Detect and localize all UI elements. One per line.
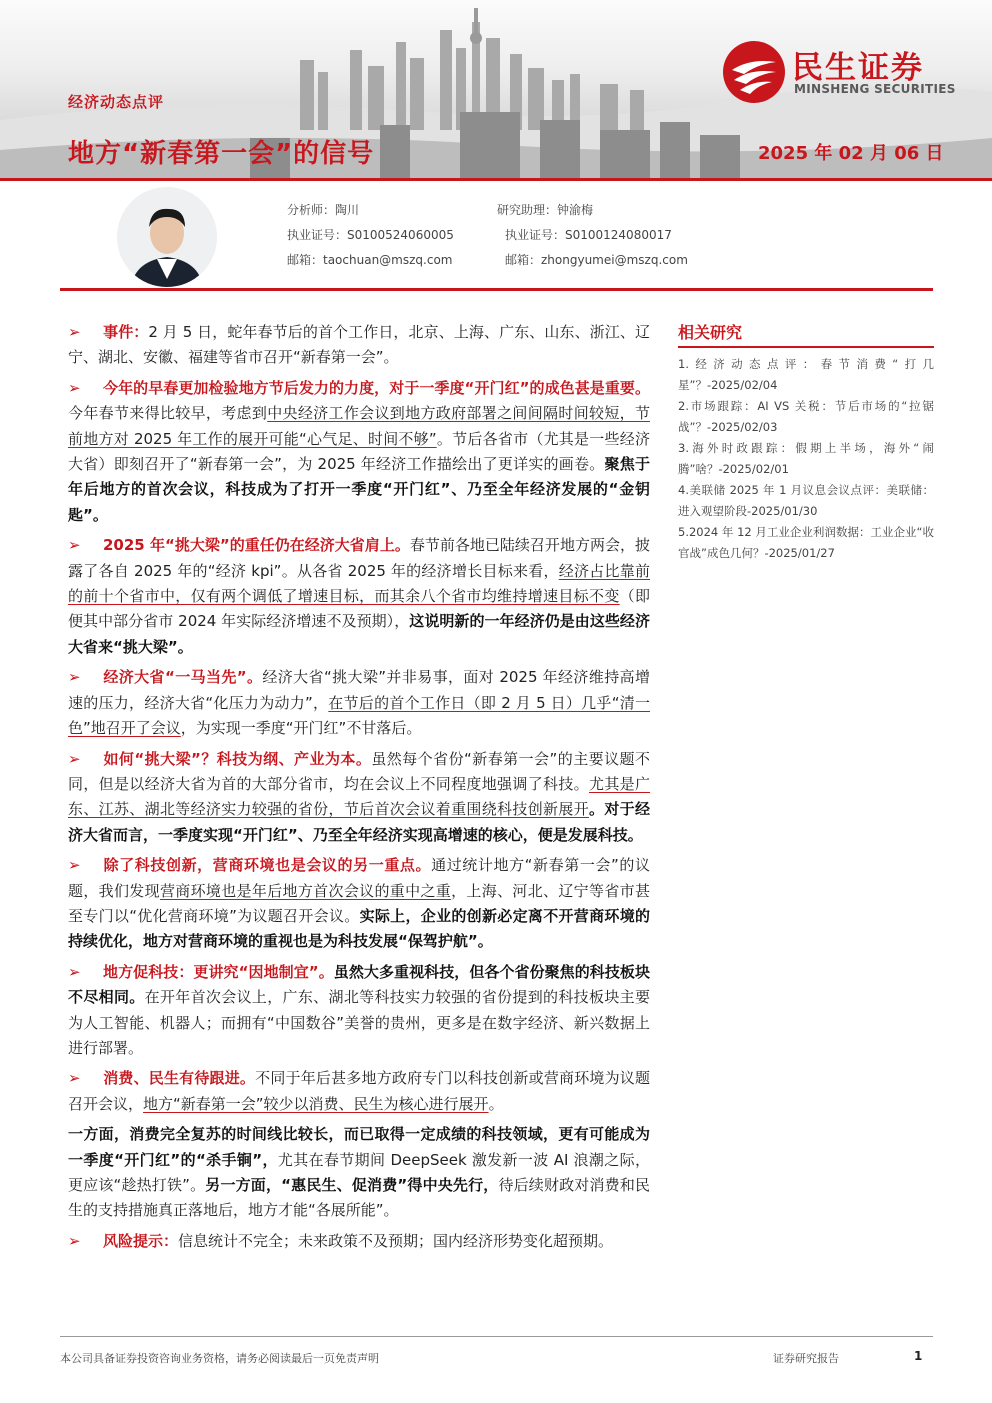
bullet-arrow-icon: ➢ — [68, 1069, 81, 1088]
bullet-arrow-icon: ➢ — [68, 536, 81, 555]
paragraph-business-env: ➢ 除了科技创新，营商环境也是会议的另一重点。通过统计地方“新春第一会”的议题，我们发现营商环境也是年后地方首次会议的重中之重，上海、河北、辽宁等省市甚至专门以“优化营商环境”为议题召开会议。实际上，企业的创新必定离不开营商环境的持续优化，地方对营商环境的重视也是为科技发展“保驾护航”。 — [68, 853, 650, 955]
paragraph-backbone: ➢ 2025 年“挑大梁”的重任仍在经济大省肩上。春节前各地已陆续召开地方两会，披露了各自 2025 年的“经济 kpi”。从各省 2025 年的经济增长目标来看，经济占比靠前的前十个省市中，仅有两个调低了增速目标，而其余八个省市均维持增速目标不变（即便其中部分省市 2024 年实际经济增速不及预期），这说明新的一年经济仍是由这些经济大省来“挑大梁”。 — [68, 533, 650, 660]
logo-text-cn: 民生证券 — [792, 50, 924, 86]
analyst-email[interactable]: 邮箱：taochuan@mszq.com — [287, 253, 453, 267]
paragraph-local-tech: ➢ 地方促科技：更讲究“因地制宜”。虽然大多重视科技，但各个省份聚焦的科技板块不尽相同。在开年首次会议上，广东、湖北等科技实力较强的省份提到的科技板块主要为人工智能、机器人；而拥有“中国数谷”美誉的贵州，更多是在数字经济、新兴数据上进行部署。 — [68, 960, 650, 1062]
page-number: 1 — [914, 1349, 923, 1363]
analyst-divider — [60, 288, 933, 291]
bullet-arrow-icon: ➢ — [68, 1231, 81, 1250]
footer-report-kind: 证券研究报告 — [773, 1352, 839, 1365]
sidebar-divider — [678, 346, 934, 348]
related-research-item[interactable]: 4.美联储 2025 年 1 月议息会议点评：美联储：进入观望阶段-2025/01/30 — [678, 483, 934, 518]
banner-divider — [0, 178, 992, 181]
bullet-arrow-icon: ➢ — [68, 962, 81, 981]
paragraph-consumption: ➢ 消费、民生有待跟进。不同于年后甚多地方政府专门以科技创新或营商环境为议题召开会议，地方“新春第一会”较少以消费、民生为核心进行展开。 — [68, 1066, 650, 1117]
header-banner — [0, 0, 992, 180]
bullet-arrow-icon: ➢ — [68, 323, 81, 341]
bullet-arrow-icon: ➢ — [68, 668, 81, 687]
minsheng-logo-icon — [722, 40, 786, 104]
footer-disclaimer: 本公司具备证券投资咨询业务资格，请务必阅读最后一页免责声明 — [60, 1352, 379, 1365]
footer-divider — [60, 1336, 933, 1337]
assistant-cert: 执业证号：S0100124080017 — [505, 228, 672, 242]
main-body — [68, 320, 650, 1259]
bullet-arrow-icon: ➢ — [68, 378, 81, 397]
paragraph-event: ➢ 事件：2 月 5 日，蛇年春节后的首个工作日，北京、上海、广东、山东、浙江、辽宁、湖北、安徽、福建等省市召开“新春第一会”。 — [68, 320, 650, 371]
assistant-email[interactable]: 邮箱：zhongyumei@mszq.com — [505, 253, 688, 267]
paragraph-leading: ➢ 经济大省“一马当先”。经济大省“挑大梁”并非易事，面对 2025 年经济维持高增速的压力，经济大省“化压力为动力”，在节后的首个工作日（即 2 月 5 日）几乎“清一色”地召开了会议，为实现一季度“开门红”不甘落后。 — [68, 665, 650, 741]
related-research-item[interactable]: 2.市场跟踪：AI VS 关税：节后市场的“拉锯战”？-2025/02/03 — [678, 399, 934, 434]
related-research-sidebar — [678, 320, 934, 564]
paragraph-analysis: 一方面，消费完全复苏的时间线比较长，而已取得一定成绩的科技领域，更有可能成为一季度“开门红”的“杀手锏”，尤其在春节期间 DeepSeek 激发新一波 AI 浪潮之际，更应该“趁热打铁”。另一方面，“惠民生、促消费”得中央先行，待后续财政对消费和民生的支持措施真正落地后，地方才能“各展所能”。 — [68, 1125, 651, 1220]
bullet-arrow-icon: ➢ — [68, 749, 81, 768]
paragraph-tech: ➢ 如何“挑大梁”？科技为纲、产业为本。虽然每个省份“新春第一会”的主要议题不同，但是以经济大省为首的大部分省市，均在会议上不同程度地强调了科技。尤其是广东、江苏、湖北等经济实力较强的省份，节后首次会议着重围绕科技创新展开。对于经济大省而言，一季度实现“开门红”、乃至全年经济实现高增速的核心，便是发展科技。 — [68, 747, 650, 849]
logo-text-en: MINSHENG SECURITIES — [794, 82, 956, 96]
report-type-label: 经济动态点评 — [68, 93, 165, 111]
analyst-cert: 执业证号：S0100524060005 — [287, 228, 454, 242]
related-research-title: 相关研究 — [678, 323, 743, 342]
bullet-arrow-icon: ➢ — [68, 856, 81, 875]
related-research-item[interactable]: 3.海外时政跟踪：假期上半场，海外“闹腾”啥？-2025/02/01 — [678, 441, 934, 476]
paragraph-risk: ➢ 风险提示：信息统计不完全；未来政策不及预期；国内经济形势变化超预期。 — [68, 1229, 650, 1254]
report-title: 地方“新春第一会”的信号 — [68, 139, 375, 169]
related-research-item[interactable]: 5.2024 年 12 月工业企业利润数据：工业企业“收官战”成色几何？-2025/01/27 — [678, 525, 934, 560]
analyst-photo — [117, 187, 217, 287]
related-research-item[interactable]: 1.经济动态点评：春节消费“打几星”？-2025/02/04 — [678, 357, 934, 392]
analyst-avatar — [117, 187, 217, 287]
report-date: 2025 年 02 月 06 日 — [758, 143, 944, 164]
paragraph-early-spring: ➢ 今年的早春更加检验地方节后发力的力度，对于一季度“开门红”的成色甚是重要。今年春节来得比较早，考虑到中央经济工作会议到地方政府部署之间间隔时间较短，节前地方对 2025 年工作的展开可能“心气足、时间不够”。节后各省市（尤其是一些经济大省）即刻召开了“新春第一会”，为 2025 年经济工作描绘出了更详实的画卷。聚焦于年后地方的首次会议，科技成为了打开一季度“开门红”、乃至全年经济发展的“金钥匙”。 — [68, 376, 650, 528]
analyst-name: 分析师：陶川 — [287, 203, 360, 217]
assistant-name: 研究助理：钟渝梅 — [497, 203, 594, 217]
